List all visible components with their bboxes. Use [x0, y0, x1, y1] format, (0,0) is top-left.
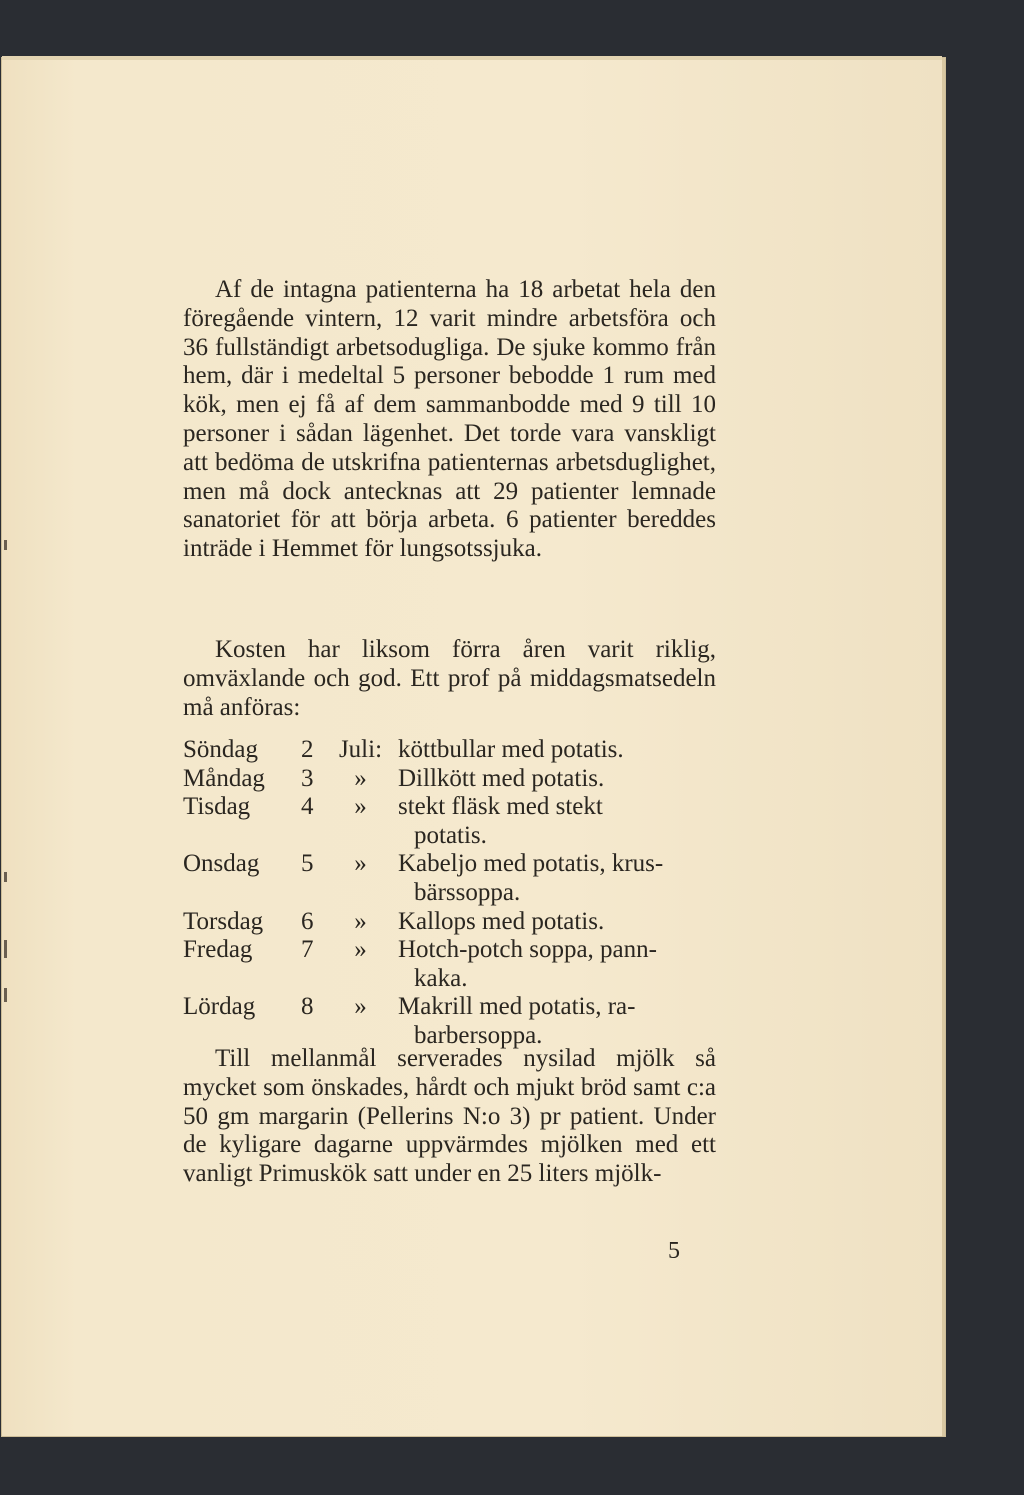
menu-date: 7 — [301, 936, 314, 964]
margin-mark — [4, 940, 7, 958]
menu-month: » — [354, 793, 367, 821]
menu-day: Tisdag — [183, 793, 251, 821]
menu-day: Fredag — [183, 936, 253, 964]
menu-month: » — [354, 850, 367, 878]
menu-month: » — [354, 764, 367, 792]
menu-row — [183, 908, 723, 937]
menu-dish: Hotch-potch soppa, pann- kaka. — [398, 936, 657, 992]
menu-dish: Dillkött med potatis. — [398, 764, 605, 792]
paragraph-diet: Kosten har liksom förra åren varit riklig, omväxlande och god. Ett prof på middagsmatsedeln må anföras: — [183, 636, 716, 721]
menu-dish: Kallops med potatis. — [398, 907, 605, 935]
menu-row — [183, 793, 723, 850]
margin-mark — [4, 872, 7, 882]
menu-month: » — [354, 993, 367, 1021]
menu-date: 2 — [301, 736, 314, 763]
menu-date: 8 — [301, 993, 314, 1021]
menu-day: Torsdag — [183, 907, 264, 935]
menu-day: Måndag — [183, 764, 265, 792]
menu-row — [183, 993, 723, 1050]
menu-row — [183, 936, 723, 993]
menu-dish: Kabeljo med potatis, krus- bärssoppa. — [398, 850, 664, 906]
menu-date: 5 — [301, 850, 314, 878]
menu-day: Onsdag — [183, 850, 260, 878]
menu-month: » — [354, 936, 367, 964]
menu-month: » — [354, 907, 367, 935]
menu-dish: Makrill med potatis, ra- barbersoppa. — [398, 993, 636, 1049]
menu-dish: köttbullar med potatis. — [398, 736, 624, 763]
page-top-edge — [2, 56, 942, 60]
page-number: 5 — [668, 1238, 680, 1264]
menu-date: 6 — [301, 907, 314, 935]
menu-month: Juli: — [338, 736, 383, 763]
menu-row — [183, 736, 723, 765]
menu-row — [183, 765, 723, 794]
margin-mark — [4, 540, 7, 550]
paragraph-patients: Af de intagna patienterna ha 18 arbetat hela den föregående vintern, 12 varit mindre arbetsföra och 36 fullständigt arbetsodugliga. De sjuke kommo från hem, där i medeltal 5 personer bebodde 1 rum med kök, men ej få af dem sammanbodde med 9 till 10 personer i sådan lägenhet. Det torde vara vanskligt att bedöma de utskrifna patienternas arbetsduglighet, men må dock antecknas att 29 patienter lemnade sanatoriet för att börja arbeta. 6 patienter bereddes inträde i Hemmet för lungsotssjuka. — [183, 276, 716, 563]
menu-date: 4 — [301, 793, 314, 821]
paragraph-snacks: Till mellanmål serverades nysilad mjölk så mycket som önskades, hårdt och mjukt bröd samt c:a 50 gm margarin (Pellerins N:o 3) pr patient. Under de kyligare dagarne uppvärmdes mjölken med ett vanligt Primuskök satt under en 25 liters mjölk- — [183, 1045, 716, 1188]
menu-day: Lördag — [183, 993, 256, 1021]
menu-dish: stekt fläsk med stekt potatis. — [398, 793, 603, 849]
margin-mark — [4, 988, 7, 1002]
menu-row — [183, 850, 723, 907]
menu-day: Söndag — [183, 736, 258, 763]
menu-date: 3 — [301, 764, 314, 792]
menu-table — [183, 736, 723, 1051]
